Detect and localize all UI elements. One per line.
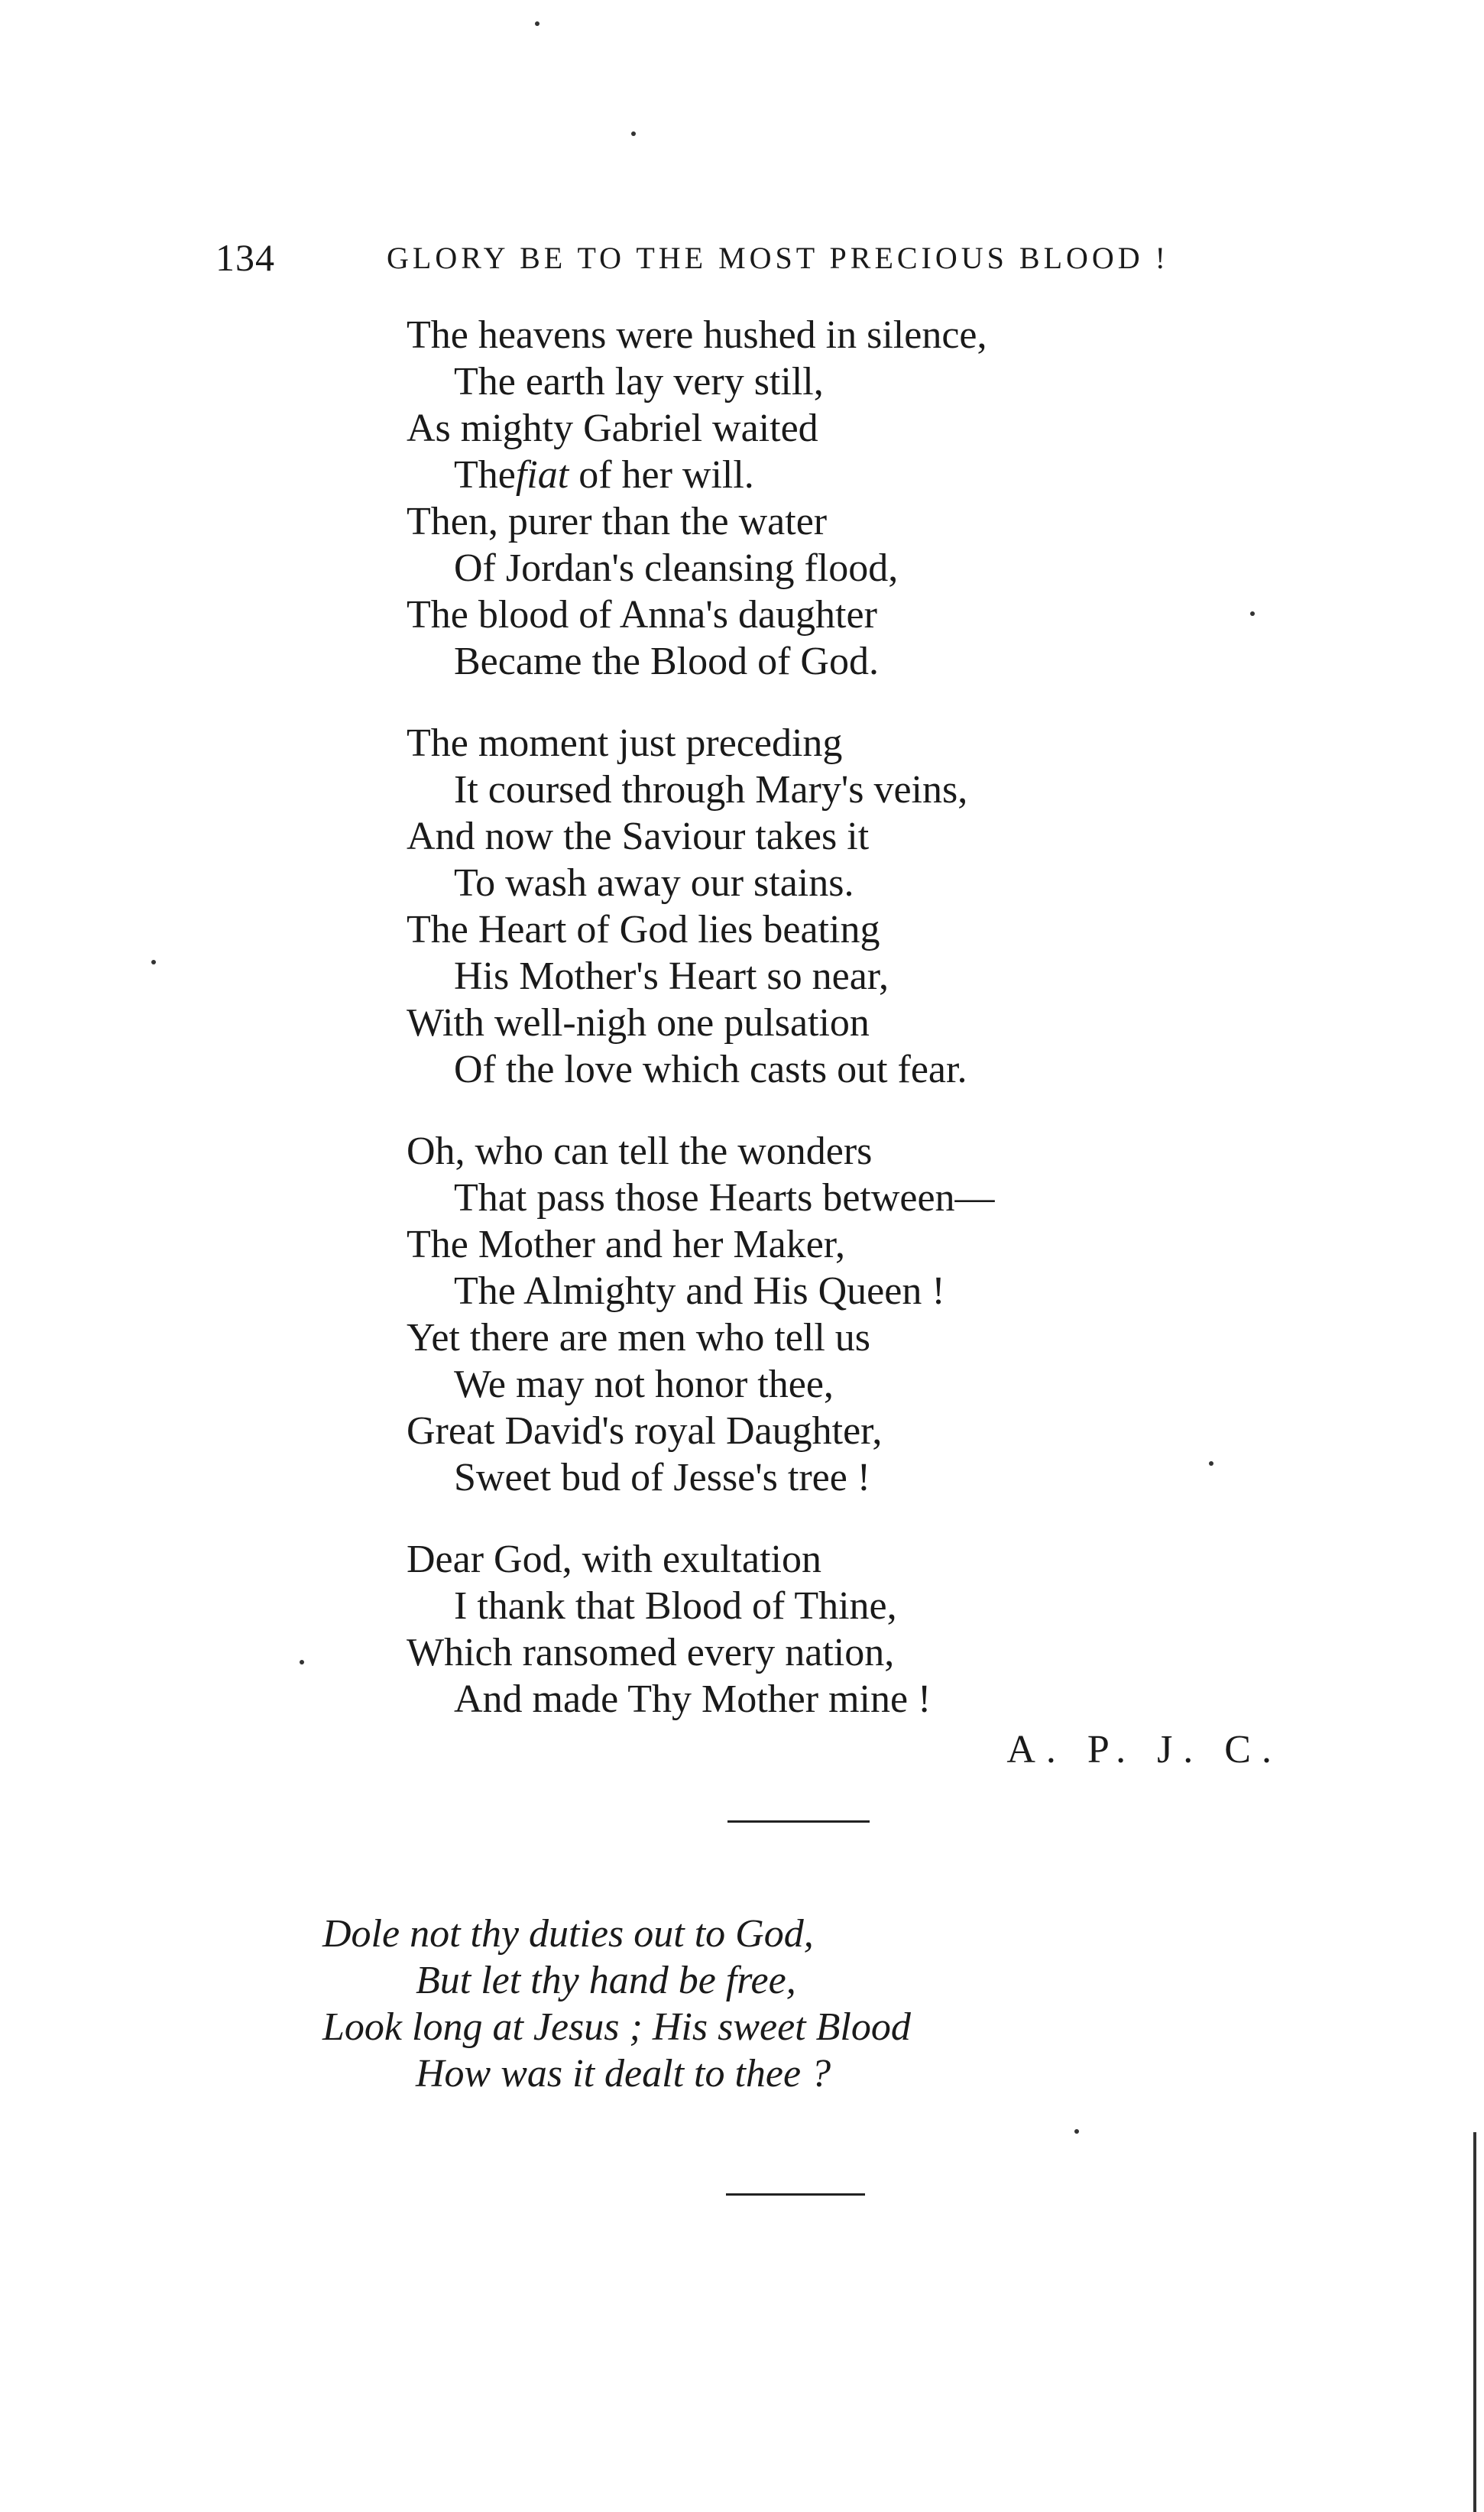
- stanza-1: [407, 312, 995, 685]
- poem-line: The Almighty and His Queen !: [454, 1269, 945, 1313]
- verse-line: How was it dealt to thee ?: [416, 2052, 831, 2095]
- poem-line: Great David's royal Daughter,: [407, 1409, 883, 1453]
- print-speck: [1209, 1461, 1213, 1466]
- poem-line: And made Thy Mother mine !: [454, 1677, 932, 1721]
- poem-line: As mighty Gabriel waited: [407, 407, 818, 450]
- print-speck: [300, 1660, 304, 1664]
- poem-line: Became the Blood of God.: [454, 640, 879, 683]
- fiat-rest: of her will.: [578, 453, 754, 497]
- poem-line: The moment just preceding: [407, 721, 843, 765]
- italic-verse: [322, 1911, 911, 2097]
- page-edge-line: [1473, 2132, 1476, 2512]
- poem-line: The heavens were hushed in silence,: [407, 313, 987, 357]
- divider-rule: [727, 1820, 870, 1823]
- poem-line: Of the love which casts out fear.: [454, 1048, 967, 1091]
- poem-line: And now the Saviour takes it: [407, 815, 870, 858]
- poem-line: To wash away our stains.: [454, 861, 854, 905]
- poem-line: With well-nigh one pulsation: [407, 1001, 870, 1045]
- fiat-word: fiat: [515, 453, 569, 497]
- stanza-3: [407, 1128, 995, 1501]
- page-number: 134: [215, 236, 275, 279]
- poem-line: Oh, who can tell the wonders: [407, 1130, 873, 1173]
- poem-line-fiat: [407, 452, 995, 498]
- poem-line: Which ransomed every nation,: [407, 1631, 895, 1674]
- verse-line: Look long at Jesus ; His sweet Blood: [322, 2005, 911, 2049]
- poem-line: That pass those Hearts between—: [454, 1176, 995, 1220]
- poem-line: Then, purer than the water: [407, 500, 828, 543]
- stanza-4: [407, 1536, 995, 1723]
- poem-line: The Heart of God lies beating: [407, 908, 880, 951]
- poem-line: The earth lay very still,: [454, 360, 824, 404]
- stanza-2: [407, 720, 995, 1093]
- print-speck: [151, 960, 156, 964]
- print-speck: [1074, 2129, 1079, 2134]
- poem: [407, 312, 995, 1758]
- print-speck: [1250, 611, 1255, 616]
- poem-line: Yet there are men who tell us: [407, 1316, 871, 1360]
- poem-line: His Mother's Heart so near,: [454, 955, 889, 998]
- poem-line: We may not honor thee,: [454, 1363, 834, 1406]
- poem-line: It coursed through Mary's veins,: [454, 768, 968, 812]
- attribution: A. P. J. C.: [1006, 1728, 1282, 1771]
- divider-rule: [726, 2193, 865, 2196]
- print-speck: [631, 131, 636, 136]
- poem-line: I thank that Blood of Thine,: [454, 1584, 897, 1628]
- poem-line: Of Jordan's cleansing flood,: [454, 546, 899, 590]
- print-speck: [535, 21, 539, 26]
- poem-line: Sweet bud of Jesse's tree !: [454, 1456, 871, 1499]
- running-head: GLORY BE TO THE MOST PRECIOUS BLOOD !: [387, 241, 1169, 275]
- fiat-prefix: The: [454, 453, 516, 497]
- poem-line: The Mother and her Maker,: [407, 1223, 846, 1266]
- verse-line: Dole not thy duties out to God,: [322, 1912, 814, 1956]
- poem-line: The blood of Anna's daughter: [407, 593, 877, 637]
- poem-line: Dear God, with exultation: [407, 1538, 821, 1581]
- verse-line: But let thy hand be free,: [416, 1959, 796, 2002]
